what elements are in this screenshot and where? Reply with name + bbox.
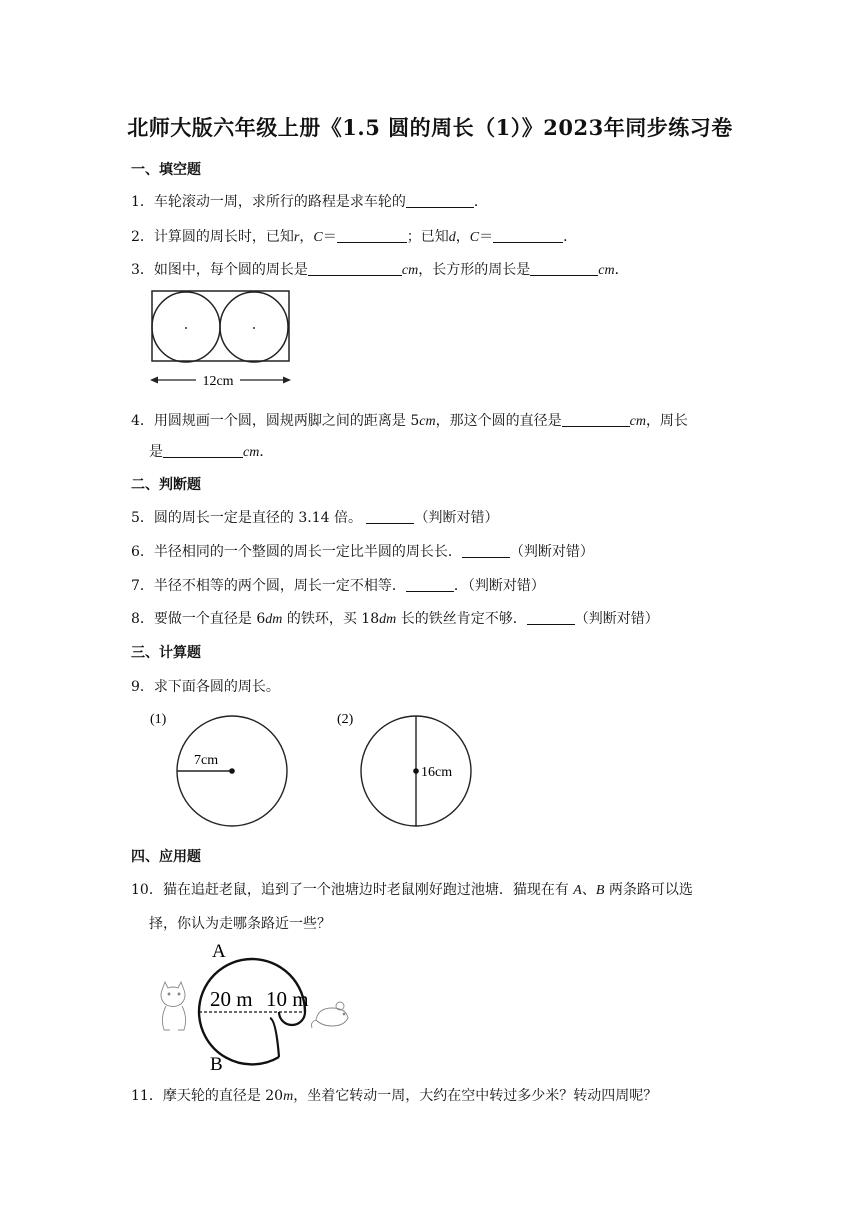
question-text: ，周长 (645, 413, 688, 429)
punct: ． (614, 262, 629, 278)
arrow-left-icon (150, 377, 158, 384)
question-3 (131, 259, 629, 279)
unit: m (283, 1089, 294, 1104)
dimension-label: 12cm (202, 374, 234, 389)
answer-blank[interactable] (366, 509, 414, 524)
question-text: 摩天轮的直径是 20 (162, 1088, 284, 1104)
punct: ， (455, 229, 470, 245)
figure-tag-2: (2) (337, 712, 354, 727)
question-9 (131, 676, 280, 696)
var-d: d (448, 230, 456, 245)
question-text: ，坐着它转动一周，大约在空中转过多少米？转动四周呢？ (293, 1088, 658, 1104)
question-text: ，长方形的周长是 (418, 262, 531, 278)
figure-circles-9 (140, 705, 480, 845)
question-number: 11． (131, 1088, 163, 1104)
answer-blank[interactable] (163, 443, 243, 458)
punct: ． (259, 444, 274, 460)
label-b: B (210, 1054, 223, 1075)
label-a: A (212, 941, 226, 962)
question-number: 6． (131, 544, 154, 560)
answer-blank[interactable] (493, 228, 563, 243)
question-text: 计算圆的周长时，已知 (153, 229, 294, 245)
radius-label: 7cm (194, 753, 219, 768)
punct: 、 (581, 882, 596, 898)
question-5 (131, 507, 498, 527)
question-text: ；已知 (406, 229, 449, 245)
question-number: 1． (131, 194, 154, 210)
unit: cm (419, 414, 436, 429)
var-b: B (595, 883, 605, 898)
question-text: 的铁环，买 18 (282, 611, 380, 627)
figure-pond-paths (148, 940, 358, 1075)
answer-blank[interactable] (406, 193, 474, 208)
question-number: 10． (131, 882, 163, 898)
question-number: 9． (131, 679, 154, 695)
question-4-continued (149, 441, 273, 461)
unit: cm (629, 414, 646, 429)
question-text: 半径相同的一个整圆的周长一定比半圆的周长长． (153, 544, 462, 560)
question-8 (131, 608, 659, 628)
answer-blank[interactable] (527, 610, 575, 625)
question-10 (131, 879, 693, 899)
question-text: 择，你认为走哪条路近一些？ (149, 916, 331, 932)
small-semicircle (279, 1012, 305, 1025)
question-text: 要做一个直径是 6 (153, 611, 266, 627)
question-text: 两条路可以选 (604, 882, 693, 898)
question-7 (131, 575, 545, 595)
question-text: 求下面各圆的周长。 (153, 679, 280, 695)
judge-hint: （判断对错） (574, 611, 659, 627)
question-1 (131, 191, 488, 211)
unit: cm (243, 445, 260, 460)
question-text: 长的铁丝肯定不够． (396, 611, 527, 627)
judge-hint: （判断对错） (509, 544, 594, 560)
answer-blank[interactable] (462, 543, 510, 558)
path-b-arc (270, 1018, 279, 1057)
center-dot (185, 327, 187, 329)
section-calculation: 三、计算题 (131, 645, 201, 661)
label-20m: 20 m (210, 987, 253, 1011)
question-number: 3． (131, 262, 154, 278)
arrow-right-icon (283, 377, 291, 384)
question-4 (131, 410, 688, 430)
answer-blank[interactable] (337, 228, 407, 243)
center-dot (253, 327, 255, 329)
unit: cm (401, 263, 419, 278)
center-dot (413, 768, 419, 774)
question-text: 车轮滚动一周，求所行的路程是求车轮的 (153, 194, 406, 210)
answer-blank[interactable] (562, 412, 630, 427)
unit: cm (598, 263, 615, 278)
equals: ＝ (479, 229, 494, 245)
question-text: 是 (149, 444, 163, 460)
punct: ， (299, 229, 314, 245)
cat-icon (161, 982, 186, 1030)
question-number: 7． (131, 578, 154, 594)
question-number: 2． (131, 229, 154, 245)
figure-tag-1: (1) (150, 712, 167, 727)
question-6 (131, 541, 594, 561)
var-c: C (469, 230, 480, 245)
question-text: ，那这个圆的直径是 (435, 413, 562, 429)
section-fill-blank: 一、填空题 (131, 162, 201, 178)
question-2 (131, 226, 577, 246)
section-application: 四、应用题 (131, 849, 201, 865)
question-text: 猫在追赶老鼠，追到了一个池塘边时老鼠刚好跑过池塘．猫现在有 (162, 882, 574, 898)
mouse-icon (312, 1002, 349, 1028)
equals: ＝ (322, 229, 337, 245)
section-true-false: 二、判断题 (131, 477, 201, 493)
var-c: C (313, 230, 323, 245)
judge-hint: （判断对错） (414, 510, 499, 526)
var-r: r (293, 230, 300, 245)
unit: dm (379, 612, 397, 627)
question-10-continued (149, 913, 331, 933)
answer-blank[interactable] (530, 261, 598, 276)
answer-blank[interactable] (406, 577, 454, 592)
var-a: A (573, 883, 582, 898)
punct: ． (563, 229, 578, 245)
question-text: 圆的周长一定是直径的 3.14 倍。 (153, 510, 367, 526)
figure-two-circles-rectangle (146, 287, 296, 391)
question-text: 用圆规画一个圆，圆规两脚之间的距离是 5 (153, 413, 420, 429)
label-10m: 10 m (266, 987, 309, 1011)
page-title: 北师大版六年级上册《1.5 圆的周长（1）》2023年同步练习卷 (127, 115, 733, 140)
question-text: 半径不相等的两个圆，周长一定不相等． (153, 578, 406, 594)
question-number: 5． (131, 510, 154, 526)
judge-hint: ．（判断对错） (453, 578, 545, 594)
center-dot (229, 768, 235, 774)
punct: ． (473, 194, 488, 210)
question-number: 8． (131, 611, 154, 627)
diameter-label: 16cm (421, 765, 453, 780)
question-number: 4． (131, 413, 154, 429)
question-text: 如图中，每个圆的周长是 (153, 262, 308, 278)
unit: dm (265, 612, 283, 627)
answer-blank[interactable] (308, 261, 402, 276)
question-11 (131, 1085, 657, 1105)
